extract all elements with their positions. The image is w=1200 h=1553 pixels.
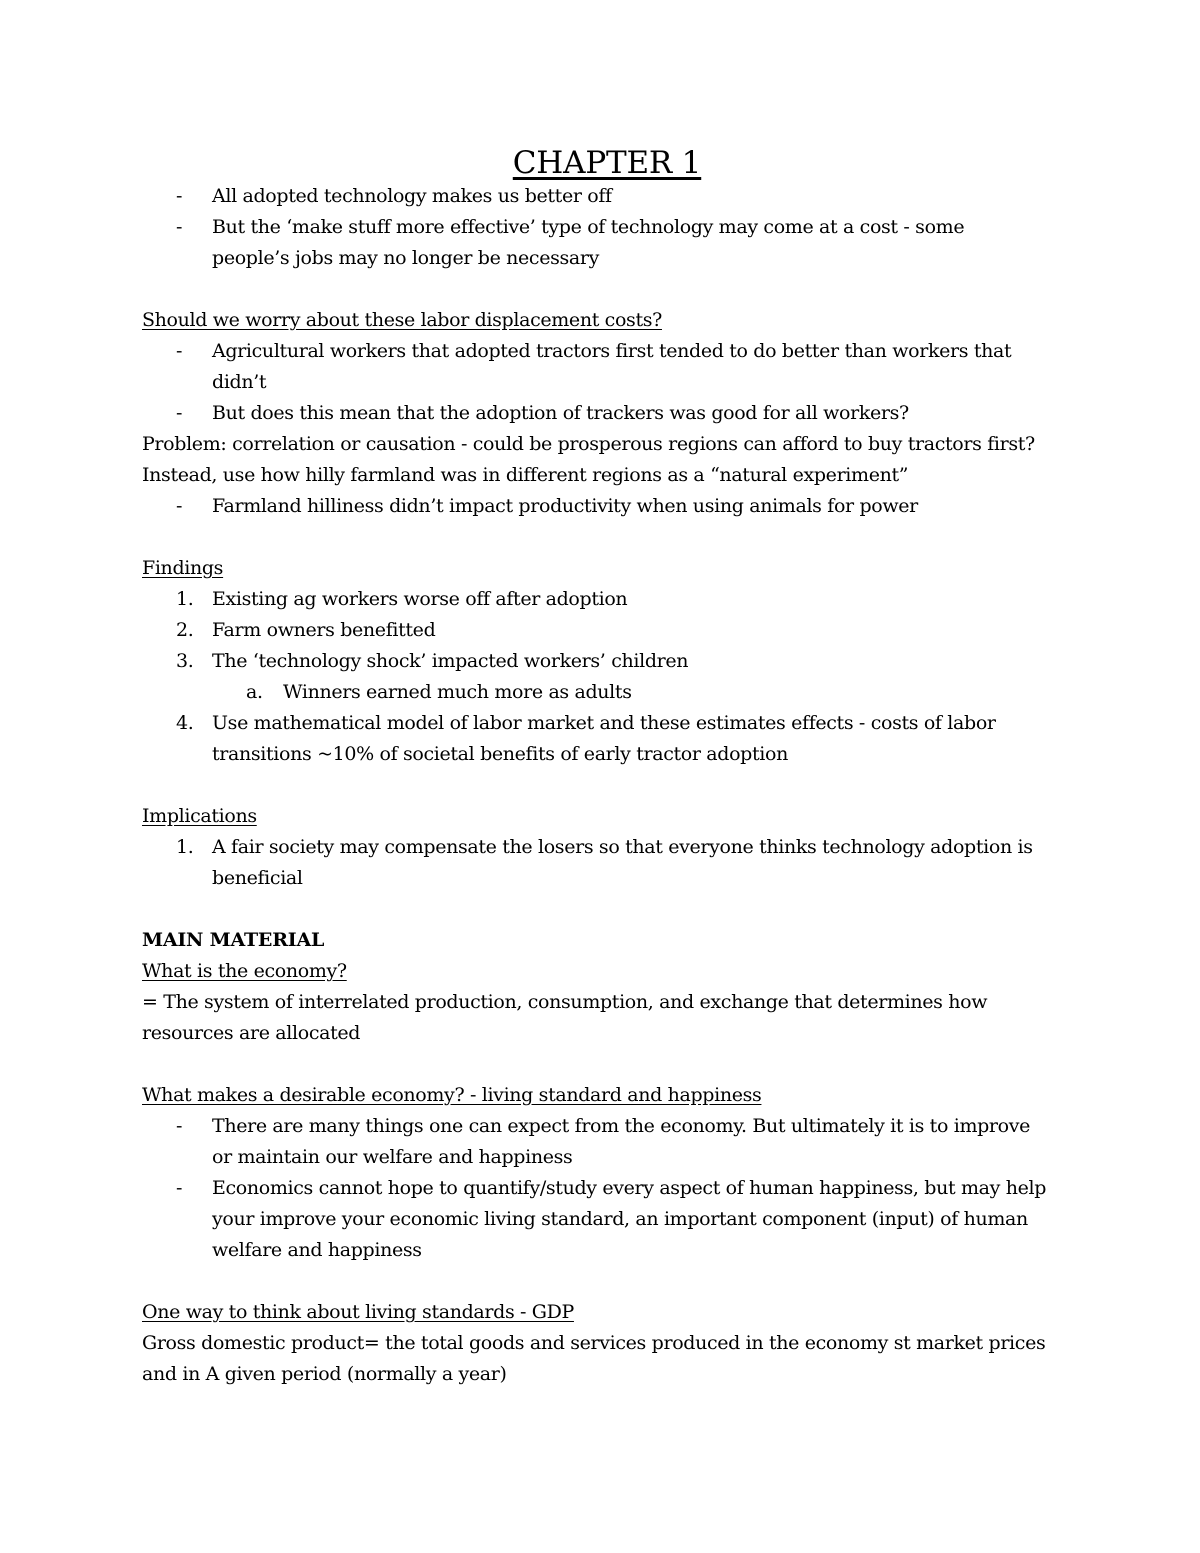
economy-definition: = The system of interrelated production, consumption, and exchange that determines how (142, 991, 988, 1013)
numbered-item (142, 584, 1072, 615)
list-item (142, 1173, 1072, 1266)
numbered-item-text: transitions ~10% of societal benefits of early tractor adoption (212, 743, 788, 765)
chapter-title: CHAPTER 1 (512, 145, 702, 181)
list-item (142, 336, 1072, 398)
list-item-text: welfare and happiness (212, 1239, 422, 1261)
numbered-item-text: Farm owners benefitted (212, 619, 436, 641)
number-marker: 1. (176, 836, 194, 858)
numbered-item (142, 832, 1072, 894)
sub-item (142, 677, 1072, 708)
bullet-marker: - (176, 1177, 183, 1199)
list-item-text: But does this mean that the adoption of trackers was good for all workers? (212, 402, 909, 424)
list-item-text: or maintain our welfare and happiness (212, 1146, 573, 1168)
list-item-text: people’s jobs may no longer be necessary (212, 247, 600, 269)
main-material-heading: MAIN MATERIAL (142, 929, 325, 951)
list-item-text: your improve your economic living standard, an important component (input) of human (212, 1208, 1028, 1230)
list-item (142, 398, 1072, 429)
number-marker: 3. (176, 650, 194, 672)
gdp-heading: One way to think about living standards - GDP (142, 1301, 574, 1323)
spacer (142, 522, 1072, 553)
bullet-marker: - (176, 216, 183, 238)
bullet-marker: - (176, 495, 183, 517)
gdp-definition: Gross domestic product= the total goods and services produced in the economy st market prices (142, 1332, 1046, 1354)
gdp-definition: and in A given period (normally a year) (142, 1363, 507, 1385)
numbered-item-text: Use mathematical model of labor market and these estimates effects - costs of labor (212, 712, 996, 734)
number-marker: 4. (176, 712, 194, 734)
bullet-marker: - (176, 340, 183, 362)
sub-item-text: Winners earned much more as adults (283, 681, 632, 703)
bullet-marker: - (176, 185, 183, 207)
list-item-text: But the ‘make stuff more effective’ type of technology may come at a cost - some (212, 216, 965, 238)
desirable-economy-heading: What makes a desirable economy? - living standard and happiness (142, 1084, 762, 1106)
list-item (142, 1111, 1072, 1173)
number-marker: 2. (176, 619, 194, 641)
numbered-item (142, 708, 1072, 770)
list-item-text: There are many things one can expect from the economy. But ultimately it is to improve (212, 1115, 1031, 1137)
economy-question: What is the economy? (142, 960, 347, 982)
numbered-item (142, 615, 1072, 646)
numbered-item (142, 646, 1072, 677)
paragraph-problem: Problem: correlation or causation - could be prosperous regions can afford to buy tractors first? (142, 433, 1035, 455)
section-heading-worry: Should we worry about these labor displacement costs? (142, 309, 662, 331)
spacer (142, 274, 1072, 305)
list-item-text: didn’t (212, 371, 267, 393)
list-item-text: Farmland hilliness didn’t impact productivity when using animals for power (212, 495, 918, 517)
spacer (142, 1049, 1072, 1080)
numbered-item-text: Existing ag workers worse off after adoption (212, 588, 628, 610)
section-heading-implications: Implications (142, 805, 257, 827)
economy-definition: resources are allocated (142, 1022, 361, 1044)
list-item-text: All adopted technology makes us better off (212, 185, 612, 207)
spacer (142, 770, 1072, 801)
numbered-item-text: beneficial (212, 867, 303, 889)
letter-marker: a. (246, 681, 263, 703)
paragraph-instead: Instead, use how hilly farmland was in different regions as a “natural experiment” (142, 464, 909, 486)
numbered-item-text: The ‘technology shock’ impacted workers’ children (212, 650, 689, 672)
bullet-marker: - (176, 1115, 183, 1137)
spacer (142, 1266, 1072, 1297)
numbered-item-text: A fair society may compensate the losers so that everyone thinks technology adoption is (212, 836, 1033, 858)
bullet-marker: - (176, 402, 183, 424)
list-item (142, 181, 1072, 212)
list-item (142, 491, 1072, 522)
list-item-text: Economics cannot hope to quantify/study every aspect of human happiness, but may help (212, 1177, 1047, 1199)
section-heading-findings: Findings (142, 557, 224, 579)
list-item (142, 212, 1072, 274)
number-marker: 1. (176, 588, 194, 610)
list-item-text: Agricultural workers that adopted tractors first tended to do better than workers that (212, 340, 1012, 362)
document-body (142, 141, 1072, 1390)
spacer (142, 894, 1072, 925)
